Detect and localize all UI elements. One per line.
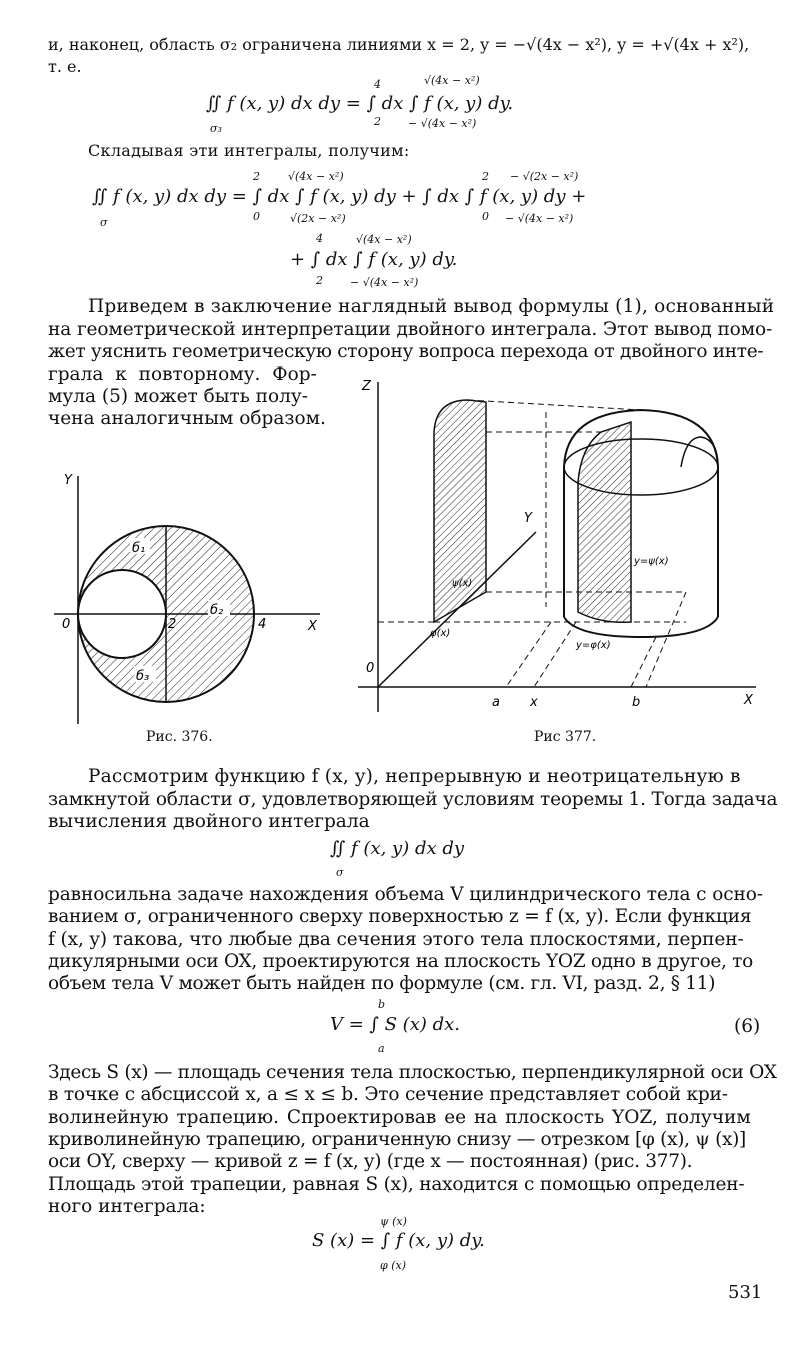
b-label: b: [632, 695, 641, 710]
para4-line1: Здесь S (x) — площадь сечения тела плоскостью, перпендикулярной оси OX: [48, 1062, 777, 1083]
para3-line4: дикулярными оси OX, проектируются на плоскость YOZ одно в другое, то: [48, 951, 753, 972]
para1-line5: мула (5) может быть полу-: [48, 386, 309, 407]
formula2b-inner-lower: − √(4x − x²): [350, 276, 419, 289]
para4-line3: волинейную трапецию. Спроектировав ее на плоскость YOZ, получим: [48, 1107, 751, 1128]
sigma3-label: б₃: [136, 669, 150, 684]
para2-formula-region: σ: [336, 866, 344, 879]
formula2b-upper: 4: [316, 232, 323, 245]
formula2a-i2-lower: − √(4x − x²): [505, 212, 574, 225]
para2-line2: замкнутой области σ, удовлетворяющей условиям теоремы 1. Тогда задача: [48, 789, 778, 810]
formula2a-region: σ: [100, 216, 108, 229]
y-psi-curve-label: y=ψ(x): [634, 556, 669, 567]
formula-2b: + ∫ dx ∫ f (x, y) dy.: [290, 249, 458, 270]
psi-label: ψ(x): [452, 578, 473, 589]
formula2a-i1-lower: √(2x − x²): [290, 212, 346, 225]
summing-text: Складывая эти интегралы, получим:: [88, 141, 410, 160]
para2-line3: вычисления двойного интеграла: [48, 811, 370, 832]
y-axis-label: Y: [64, 473, 72, 488]
fig377-caption: Рис 377.: [534, 729, 597, 745]
figure-376: [50, 462, 350, 732]
formula1-outer-upper: 4: [374, 78, 381, 91]
figure-377: [356, 372, 776, 722]
para4-formula-lower: φ (x): [380, 1259, 406, 1272]
eq6-number: (6): [734, 1016, 761, 1037]
para3-formula-lower: a: [378, 1042, 385, 1055]
para2-formula: ∬ f (x, y) dx dy: [330, 838, 465, 859]
cross-section: [578, 422, 631, 622]
formula2a-l2-lower: 0: [482, 210, 489, 223]
origin3d-label: 0: [366, 661, 375, 676]
intro-line-1: и, наконец, область σ₂ ограничена линиями x = 2, y = −√(4x − x²), y = +√(4x + x²),: [48, 35, 750, 54]
formula-1: ∬ f (x, y) dx dy = ∫ dx ∫ f (x, y) dy.: [206, 93, 514, 114]
para3-formula-upper: b: [378, 998, 386, 1011]
tick-2-label: 2: [168, 617, 177, 632]
para4-line4: криволинейную трапецию, ограниченную снизу — отрезком [φ (x), ψ (x)]: [48, 1129, 746, 1150]
x-value-label: x: [530, 695, 538, 710]
sigma1-label: б₁: [132, 541, 146, 556]
para1-line6: чена аналогичным образом.: [48, 408, 326, 429]
a-label: a: [492, 695, 500, 710]
dashed-guides: [378, 400, 686, 687]
para4-formula-upper: ψ (x): [380, 1215, 407, 1228]
para3-line3: f (x, y) такова, что любые два сечения этого тела плоскостями, перпен-: [48, 929, 744, 950]
formula1-inner-lower: − √(4x − x²): [408, 117, 477, 130]
y3d-axis-label: Y: [524, 511, 532, 526]
para3-line5: объем тела V может быть найден по формуле (см. гл. VI, разд. 2, § 11): [48, 973, 716, 994]
intro-line-2: т. е.: [48, 57, 82, 76]
formula2b-inner-upper: √(4x − x²): [356, 233, 412, 246]
para4-line5: оси OY, сверху — кривой z = f (x, y) (где x — постоянная) (рис. 377).: [48, 1151, 693, 1172]
para2-line1: Рассмотрим функцию f (x, y), непрерывную и неотрицательную в: [88, 766, 741, 787]
formula2a-l1-lower: 0: [253, 210, 260, 223]
para1-line2: на геометрической интерпретации двойного интеграла. Этот вывод помо-: [48, 319, 773, 340]
formula1-outer-lower: 2: [374, 115, 381, 128]
para1-line1: Приведем в заключение наглядный вывод формулы (1), основанный: [88, 296, 775, 317]
x3d-axis-label: X: [744, 693, 753, 708]
para4-line2: в точке с абсциссой x, a ≤ x ≤ b. Это сечение представляет собой кри-: [48, 1084, 728, 1105]
para3-formula: V = ∫ S (x) dx.: [330, 1014, 460, 1035]
para4-formula: S (x) = ∫ f (x, y) dy.: [312, 1230, 485, 1251]
y-phi-curve-label: y=φ(x): [576, 640, 611, 651]
fig376-caption: Рис. 376.: [146, 729, 213, 745]
para1-line4: грала к повторному. Фор-: [48, 364, 317, 385]
formula1-inner-upper: √(4x − x²): [424, 74, 480, 87]
formula1-region: σ₃: [210, 122, 222, 135]
z-axis-label: Z: [362, 379, 371, 394]
para4-line6: Площадь этой трапеции, равная S (x), находится с помощью определен-: [48, 1174, 745, 1195]
formula2a-i1-upper: √(4x − x²): [288, 170, 344, 183]
formula-2a: ∬ f (x, y) dx dy = ∫ dx ∫ f (x, y) dy + ∫ dx ∫ f (x, y) dy +: [92, 186, 587, 207]
para1-line3: жет уяснить геометрическую сторону вопроса перехода от двойного инте-: [48, 341, 764, 362]
phi-label: φ(x): [430, 628, 451, 639]
formula2a-l1-upper: 2: [253, 170, 260, 183]
para3-line2: ванием σ, ограниченного сверху поверхностью z = f (x, y). Если функция: [48, 906, 752, 927]
x-axis-label: X: [308, 619, 317, 634]
formula2b-lower: 2: [316, 274, 323, 287]
para3-line1: равносильна задаче нахождения объема V цилиндрического тела с осно-: [48, 884, 763, 905]
para4-line7: ного интеграла:: [48, 1196, 206, 1217]
formula2a-l2-upper: 2: [482, 170, 489, 183]
page-number: 531: [728, 1282, 763, 1303]
tick-4-label: 4: [258, 617, 267, 632]
origin-label: 0: [62, 617, 71, 632]
formula2a-i2-upper: − √(2x − x²): [510, 170, 579, 183]
sigma2-label: б₂: [210, 603, 224, 618]
